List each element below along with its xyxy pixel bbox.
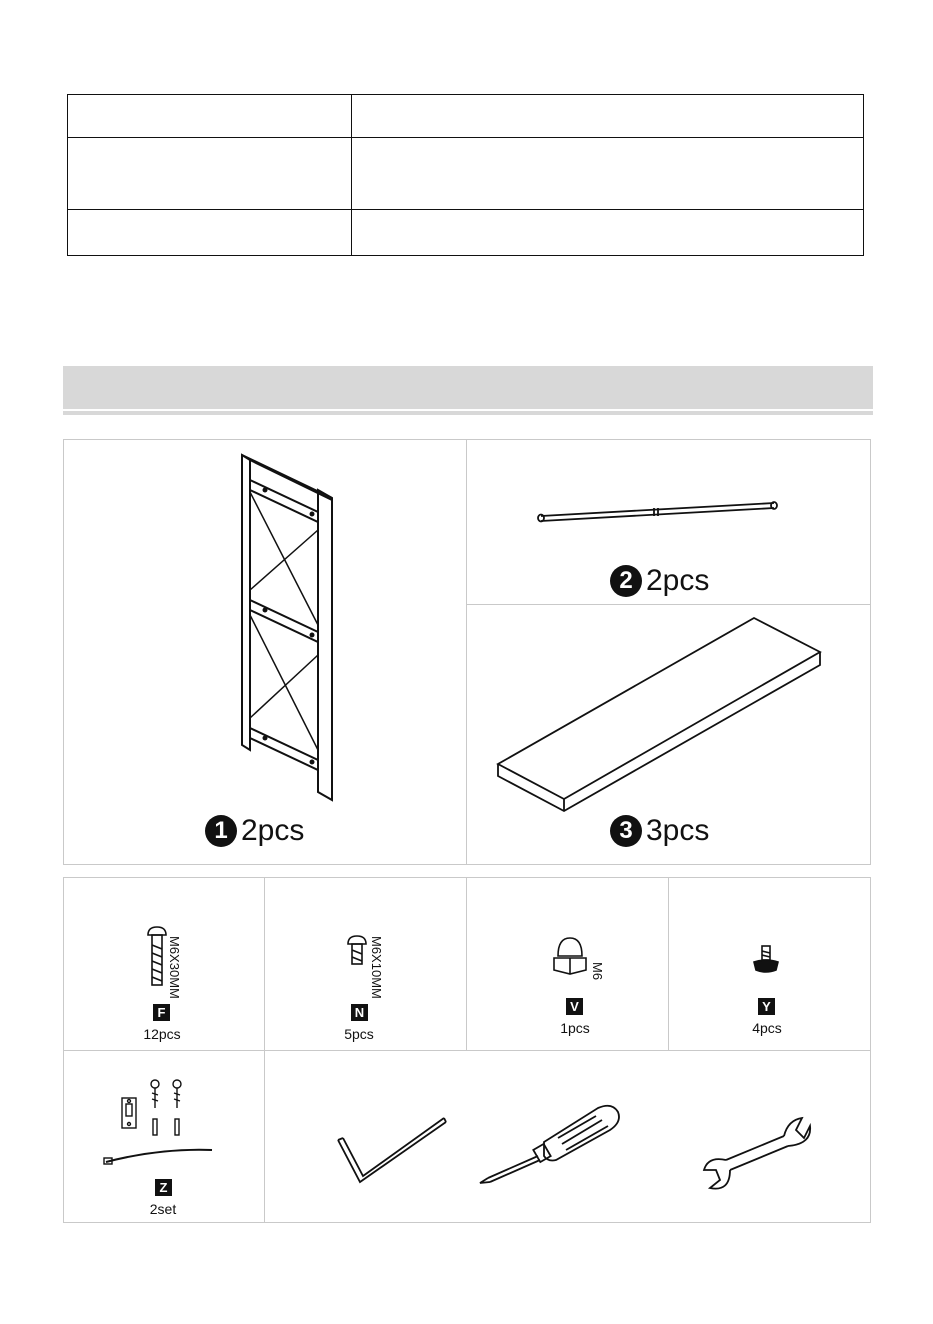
part-quantity-label: 2pcs	[646, 564, 710, 597]
side-frame-icon	[220, 450, 350, 805]
part-1-quantity	[205, 814, 304, 848]
hardware-quantity-label: 12pcs	[143, 1026, 181, 1042]
part-number-badge: 2	[610, 565, 642, 597]
screwdriver-icon	[478, 1100, 624, 1184]
part-number-badge: 3	[610, 815, 642, 847]
part-2-quantity	[610, 564, 709, 598]
hardware-quantity-label: 1pcs	[560, 1020, 590, 1036]
support-rod-icon	[536, 498, 781, 524]
cap-nut-icon	[550, 934, 590, 976]
panel-divider	[668, 877, 669, 1050]
part-quantity-label: 3pcs	[646, 814, 710, 847]
shelf-board-icon	[494, 614, 824, 809]
table-cell	[68, 95, 352, 138]
hardware-size-label: M6X30MM	[167, 936, 182, 999]
hardware-quantity-label: 4pcs	[752, 1020, 782, 1036]
section-divider	[63, 411, 873, 415]
part-quantity-label: 2pcs	[241, 814, 305, 847]
table-cell	[68, 138, 352, 210]
part-number-badge: 1	[205, 815, 237, 847]
table-cell	[352, 138, 864, 210]
wrench-icon	[700, 1116, 812, 1192]
leveling-foot-icon	[752, 944, 780, 974]
spec-table	[67, 94, 864, 256]
hardware-quantity-label: 2set	[149, 1201, 177, 1217]
part-3-quantity	[610, 814, 709, 848]
allen-key-icon	[334, 1116, 450, 1188]
hardware-letter-badge: V	[566, 998, 583, 1015]
short-bolt-icon	[345, 934, 369, 966]
hardware-size-label: M6X10MM	[369, 936, 384, 999]
hardware-size-label: M6	[590, 962, 605, 981]
long-bolt-icon	[145, 925, 169, 987]
hardware-letter-badge: Z	[155, 1179, 172, 1196]
hardware-quantity-label: 5pcs	[344, 1026, 374, 1042]
anti-tip-kit-icon	[100, 1076, 216, 1172]
hardware-letter-badge: N	[351, 1004, 368, 1021]
table-cell	[352, 210, 864, 256]
panel-divider	[466, 877, 467, 1050]
section-header-band	[63, 366, 873, 409]
hardware-letter-badge: Y	[758, 998, 775, 1015]
hardware-letter-badge: F	[153, 1004, 170, 1021]
panel-divider	[63, 1050, 871, 1051]
panel-divider	[264, 877, 265, 1223]
panel-divider	[466, 439, 467, 865]
table-cell	[68, 210, 352, 256]
table-cell	[352, 95, 864, 138]
panel-divider	[466, 604, 871, 605]
